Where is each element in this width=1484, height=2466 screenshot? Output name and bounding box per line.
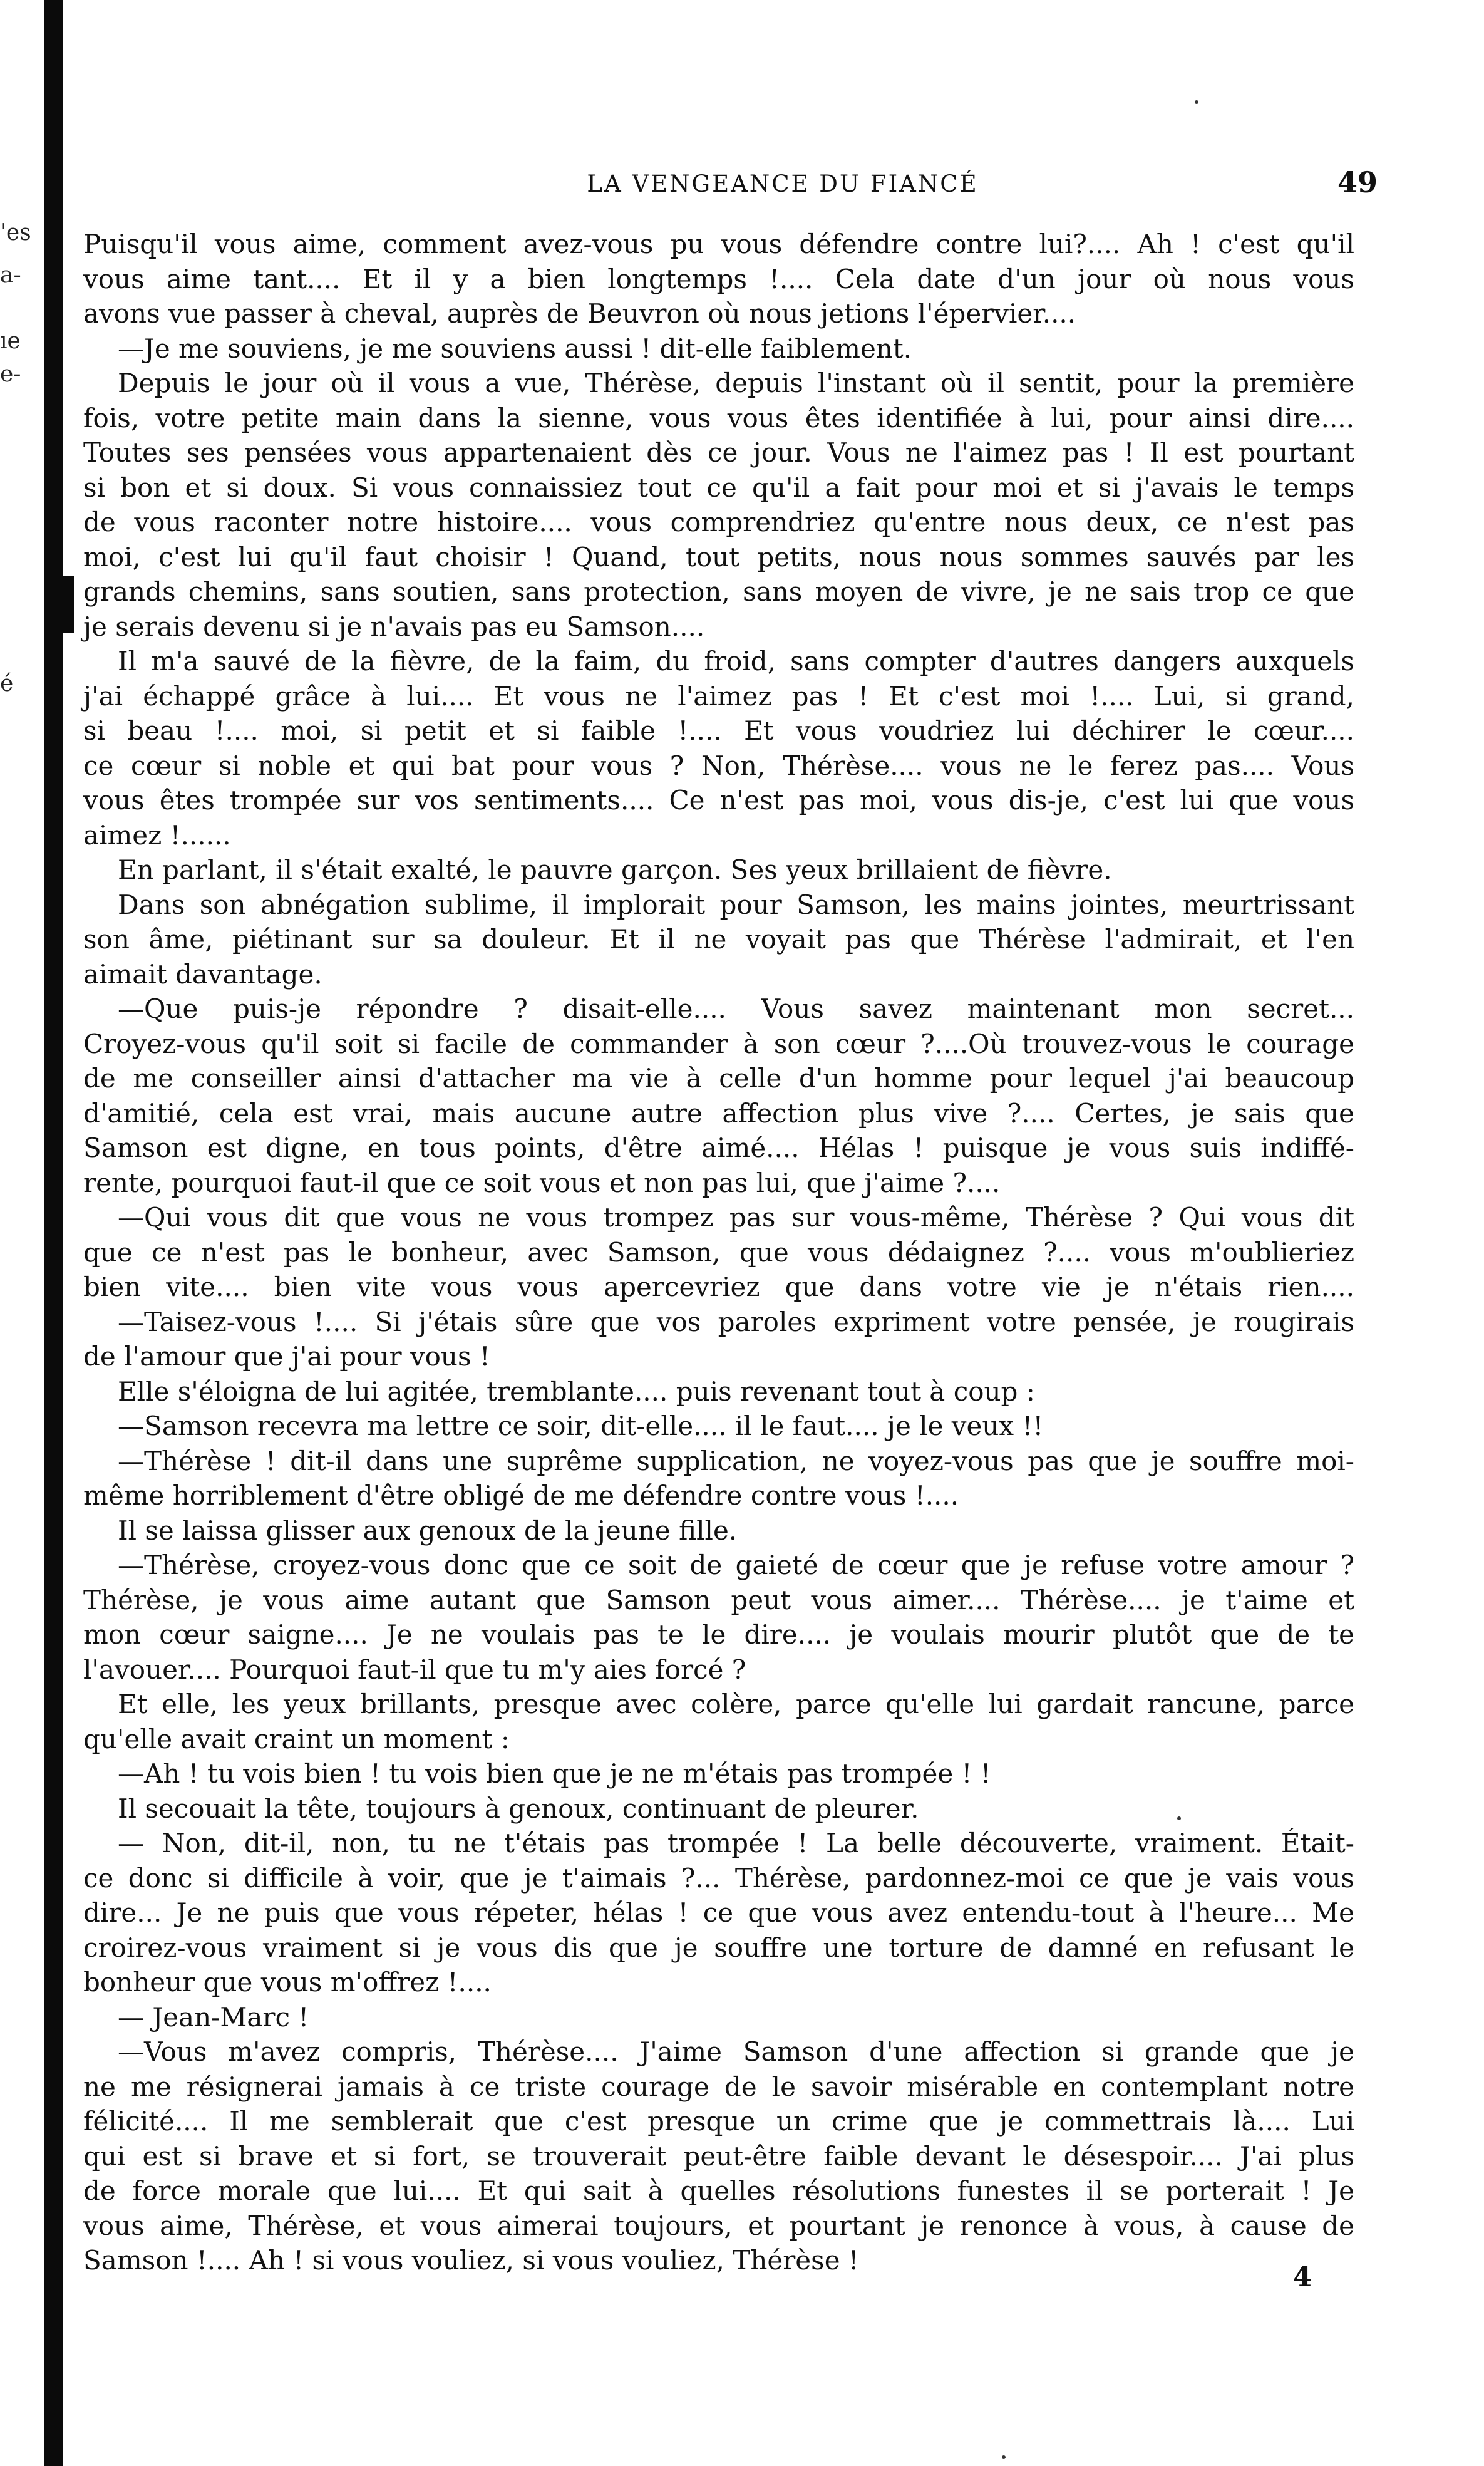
- print-speck: [1002, 2455, 1006, 2459]
- text-line: d'amitié, cela est vrai, mais aucune autre affection plus vive ?.... Certes, je sais que: [83, 1097, 1354, 1129]
- running-title: LA VENGEANCE DU FIANCÉ: [587, 170, 979, 197]
- page-number: 49: [1337, 165, 1378, 199]
- text-line: qui est si brave et si fort, se trouverait peut-être faible devant le désespoir.... J'ai plus: [83, 2140, 1354, 2172]
- text-line: avons vue passer à cheval, auprès de Beuvron où nous jetions l'épervier....: [83, 298, 1076, 329]
- text-line: ne me résignerai jamais à ce triste courage de le savoir misérable en contemplant notre: [83, 2071, 1354, 2102]
- text-line: Il m'a sauvé de la fièvre, de la faim, du froid, sans compter d'autres dangers auxquels: [118, 646, 1354, 676]
- text-line: —Samson recevra ma lettre ce soir, dit-elle.... il le faut.... je le veux !!: [118, 1411, 1044, 1441]
- text-line: —Qui vous dit que vous ne vous trompez pas sur vous-même, Thérèse ? Qui vous dit: [118, 1202, 1354, 1233]
- signature-mark: 4: [1292, 2261, 1312, 2293]
- binding-edge-mark: [63, 576, 74, 633]
- text-line: je serais devenu si je n'avais pas eu Samson....: [83, 611, 705, 642]
- margin-fragment: ıe: [0, 328, 21, 354]
- text-line: ce donc si difficile à voir, que je t'aimais ?... Thérèse, pardonnez-moi ce que je vais vous: [83, 1862, 1354, 1894]
- text-line: Il secouait la tête, toujours à genoux, continuant de pleurer.: [118, 1793, 919, 1824]
- text-line: —Thérèse ! dit-il dans une suprême supplication, ne voyez-vous pas que je souffre moi-: [118, 1445, 1354, 1476]
- print-speck: [1195, 100, 1198, 104]
- text-line: Il se laissa glisser aux genoux de la jeune fille.: [118, 1515, 738, 1546]
- text-line: —Taisez-vous !.... Si j'étais sûre que vos paroles expriment votre pensée, je rougirais: [118, 1306, 1354, 1337]
- text-line: de l'amour que j'ai pour vous !: [83, 1341, 490, 1372]
- print-speck: [1177, 1816, 1181, 1820]
- text-line: bonheur que vous m'offrez !....: [83, 1967, 492, 1997]
- text-line: ce cœur si noble et qui bat pour vous ? Non, Thérèse.... vous ne le ferez pas.... Vous: [83, 750, 1354, 781]
- text-line: Thérèse, je vous aime autant que Samson peut vous aimer.... Thérèse.... je t'aime et: [83, 1584, 1354, 1615]
- text-line: — Jean-Marc !: [118, 2001, 309, 2033]
- text-line: —Thérèse, croyez-vous donc que ce soit de gaieté de cœur que je refuse votre amour ?: [118, 1550, 1354, 1580]
- text-line: rente, pourquoi faut-il que ce soit vous et non pas lui, que j'aime ?....: [83, 1167, 1001, 1198]
- text-line: j'ai échappé grâce à lui.... Et vous ne l'aimez pas ! Et c'est moi !.... Lui, si grand,: [83, 680, 1354, 712]
- text-line: de vous raconter notre histoire.... vous comprendriez qu'entre nous deux, ce n'est pas: [83, 507, 1354, 537]
- text-line: vous êtes trompée sur vos sentiments.... Ce n'est pas moi, vous dis-je, c'est lui que vous: [83, 785, 1354, 816]
- text-line: Samson !.... Ah ! si vous vouliez, si vous vouliez, Thérèse !: [83, 2245, 859, 2276]
- text-line: croirez-vous vraiment si je vous dis que je souffre une torture de damné en refusant le: [83, 1932, 1354, 1963]
- text-line: Elle s'éloigna de lui agitée, tremblante.... puis revenant tout à coup :: [118, 1375, 1035, 1407]
- text-line: moi, c'est lui qu'il faut choisir ! Quand, tout petits, nous nous sommes sauvés par les: [83, 541, 1354, 572]
- text-line: que ce n'est pas le bonheur, avec Samson, que vous dédaignez ?.... vous m'oublieriez: [83, 1236, 1354, 1268]
- text-line: Depuis le jour où il vous a vue, Thérèse, depuis l'instant où il sentit, pour la première: [118, 368, 1354, 398]
- binding-shadow: [44, 0, 63, 2466]
- text-line: aimez !......: [83, 819, 231, 851]
- text-line: si bon et si doux. Si vous connaissiez tout ce qu'il a fait pour moi et si j'avais le temps: [83, 472, 1354, 503]
- margin-fragment: a-: [0, 262, 21, 288]
- text-line: de force morale que lui.... Et qui sait à quelles résolutions funestes il se porterait ! Je: [83, 2175, 1354, 2206]
- text-line: qu'elle avait craint un moment :: [83, 1723, 510, 1754]
- text-line: mon cœur saigne.... Je ne voulais pas te le dire.... je voulais mourir plutôt que de te: [83, 1619, 1354, 1650]
- text-line: l'avouer.... Pourquoi faut-il que tu m'y aies forcé ?: [83, 1654, 746, 1685]
- text-line: — Non, dit-il, non, tu ne t'étais pas trompée ! La belle découverte, vraiment. Était-: [118, 1828, 1354, 1858]
- text-line: fois, votre petite main dans la sienne, vous vous êtes identifiée à lui, pour ainsi dire....: [83, 402, 1354, 433]
- text-line: —Je me souviens, je me souviens aussi ! dit-elle faiblement.: [118, 333, 912, 364]
- text-line: Dans son abnégation sublime, il implorait pour Samson, les mains jointes, meurtrissant: [118, 889, 1354, 920]
- text-line: —Vous m'avez compris, Thérèse.... J'aime Samson d'une affection si grande que je: [118, 2036, 1354, 2067]
- text-line: grands chemins, sans soutien, sans protection, sans moyen de vivre, je ne sais trop ce que: [83, 576, 1354, 607]
- text-line: —Que puis-je répondre ? disait-elle.... Vous savez maintenant mon secret...: [118, 993, 1354, 1024]
- text-line: vous aime tant.... Et il y a bien longtemps !.... Cela date d'un jour où nous vous: [83, 263, 1354, 294]
- body-text: [83, 227, 1354, 2278]
- text-line: vous aime, Thérèse, et vous aimerai toujours, et pourtant je renonce à vous, à cause de: [83, 2210, 1354, 2241]
- text-line: de me conseiller ainsi d'attacher ma vie à celle d'un homme pour lequel j'ai beaucoup: [83, 1063, 1354, 1094]
- text-line: son âme, piétinant sur sa douleur. Et il ne voyait pas que Thérèse l'admirait, et l'en: [83, 924, 1354, 955]
- text-line: félicité.... Il me semblerait que c'est presque un crime que je commettrais là.... Lui: [83, 2106, 1354, 2137]
- text-line: Et elle, les yeux brillants, presque avec colère, parce qu'elle lui gardait rancune, parce: [118, 1689, 1354, 1719]
- text-line: —Ah ! tu vois bien ! tu vois bien que je ne m'étais pas trompée ! !: [118, 1758, 991, 1789]
- text-line: Samson est digne, en tous points, d'être aimé.... Hélas ! puisque je vous suis indiffé-: [83, 1132, 1354, 1163]
- text-line: Croyez-vous qu'il soit si facile de commander à son cœur ?....Où trouvez-vous le courage: [83, 1028, 1354, 1059]
- margin-fragment: e-: [0, 361, 21, 387]
- text-line: Puisqu'il vous aime, comment avez-vous pu vous défendre contre lui?.... Ah ! c'est qu'il: [83, 229, 1354, 259]
- text-line: même horriblement d'être obligé de me défendre contre vous !....: [83, 1480, 959, 1511]
- text-line: aimait davantage.: [83, 958, 322, 990]
- text-line: dire... Je ne puis que vous répeter, hélas ! ce que vous avez entendu-tout à l'heure... Me: [83, 1897, 1354, 1928]
- text-line: Toutes ses pensées vous appartenaient dès ce jour. Vous ne l'aimez pas ! Il est pourtant: [83, 437, 1354, 468]
- margin-fragment: 'es: [0, 220, 31, 246]
- text-line: bien vite.... bien vite vous vous apercevriez que dans votre vie je n'étais rien....: [83, 1272, 1354, 1302]
- text-line: En parlant, il s'était exalté, le pauvre garçon. Ses yeux brillaient de fièvre.: [118, 854, 1112, 885]
- margin-fragment: é: [0, 671, 14, 697]
- text-line: si beau !.... moi, si petit et si faible !.... Et vous voudriez lui déchirer le cœur....: [83, 715, 1354, 746]
